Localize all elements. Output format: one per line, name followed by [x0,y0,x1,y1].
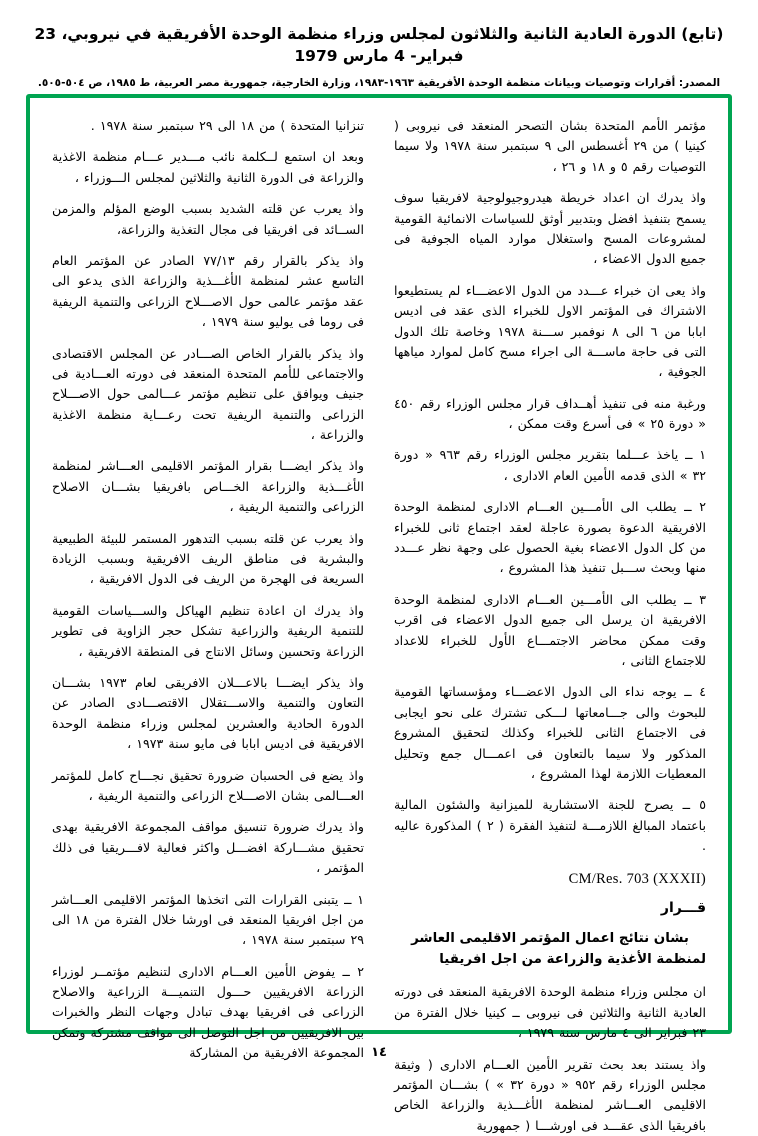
paragraph: واذ يعرب عن قلته الشديد بسبب الوضع المؤلم والمزمن الســائد فى افريقيا فى مجال التغذية والزراعة، [52,201,364,237]
column-right [394,116,707,1133]
resolution-title: بشان نتائج اعمال المؤتمر الاقليمى العاشر لمنظمة الأغذية والزراعة من اجل افريقيا [411,930,706,967]
paragraph: واذ يذكر ايضـــا بالاعـــلان الافريقى لعام ١٩٧٣ بشـــان التعاون والتنمية والاســـتقلال الاقتصـــادى الصادر عن الدورة الحادية والعشرين لمجلس وزراء منظمة الوحدة الافريقية فى اديس ابابا فى مايو سنة ١٩٧٣ ، [52,674,364,752]
paragraph: ٤ ــ يوجه نداء الى الدول الاعضـــاء ومؤسساتها القومية للبحوث والى جـــامعاتها لـــكى تشترك على نحو ايجابى فى الاجتماع الثانى للخبراء وكذلك لتحقيق المشروع المذكور ولا سيما بالتعاون فى اعمـــال جمع وتحليل المعطيات اللازمة لهذا المشروع ، [394,684,706,781]
paragraph: واذ يذكر ايضـــا بقرار المؤتمر الاقليمى العـــاشر لمنظمة الأغـــذية والزراعة الخـــاص بافريقيا بشـــان الاصلاح الزراعى والتنمية الريفية ، [52,458,364,515]
paragraph: ان مجلس وزراء منظمة الوحدة الافريقية المنعقد فى دورته العادية الثانية والثلاثين فى نيروبى ــ كينيا خلال الفترة من ٢٣ فبراير الى ٤ مارس سنة ١٩٧٩ ، [394,984,706,1041]
resolution-kind-heading: قـــرار [660,899,706,916]
paragraph: واذ يعرب عن قلته بسبب التدهور المستمر للبيئة الطبيعية والبشرية فى مناطق الريف الافريقية وبسبب الزيادة السريعة فى الهجرة من الريف فى الدول الافريقية ، [52,530,364,587]
page-number: ١٤ [371,1045,387,1060]
page-header [0,24,758,91]
paragraph: واذ يستند بعد بحث تقرير الأمين العـــام الادارى ( وثيقة مجلس الوزراء رقم ٩٥٢ « دورة ٣٢ » ) بشـــان المؤتمر الاقليمى العـــاشر لمنظمة الأغـــذية والزراعة الخاص بافريقيا الذى عقـــد فى اورشـــا ( جمهورية [394,1056,706,1133]
paragraph: واذ يذكر بالقرار الخاص الصـــادر عن المجلس الاقتصادى والاجتماعى للأمم المتحدة المنعقد فى دورته العـــادية فى جنيف ويوافق على تنظيم مؤتمر عـــالمى حول الاصـــلاح الزراعى والتنمية الريفية تحت رعـــاية منظمة الاغذية والزراعة ، [52,345,364,443]
paragraph: واذ يدرك ان اعداد خريطة هيدروجيولوجية لافريقيا سوف يسمح بتنفيذ افضل وبتدبير أوثق للسياسات الانمائية القومية لمشروعات المسح واستغلال موارد المياه الجوفية فى جميع الدول الاعضاء ، [394,190,706,267]
paragraph: تنزانيا المتحدة ) من ١٨ الى ٢٩ سبتمبر سنة ١٩٧٨ . [90,118,364,133]
paragraph: ١ ــ يتبنى القرارات التى اتخذها المؤتمر الاقليمى العـــاشر من اجل افريقيا المنعقد فى اورشا خلال الفترة من ١٨ الى ٢٩ سبتمبر سنة ١٩٧٨ ، [52,891,364,948]
header-source: المصدر: أقرارات وتوصيات وبيانات منظمة الوحدة الأفريقية ١٩٦٣-١٩٨٣، وزارة الخارجية، جمهورية مصر العربية، ط ١٩٨٥، ص ٥٠٤-٥٠٥. [37,77,721,90]
paragraph: وبعد ان استمع لــكلمة نائب مـــدير عـــام منظمة الاغذية والزراعة فى الدورة الثانية والثلاثين لمجلس الـــوزراء ، [52,149,364,185]
header-title: (تابع) الدورة العادية الثانية والثلاثون لمجلس وزراء منظمة الوحدة الأفريقية في نيروبي، 23 فبراير- 4 مارس 1979 [34,25,724,65]
column-left [52,116,364,1061]
paragraph: واذ يعى ان خبراء عـــدد من الدول الاعضـــاء لم يستطيعوا الاشتراك فى المؤتمر الاول للخبراء الذى عقد فى اديس ابابا من ٦ الى ٨ نوفمبر ســـنة ١٩٧٨ وخاصة تلك الدول التى فى حاجة ماســـة الى اجراء مسح كامل لموارد مياهها الجوفية ، [394,282,706,380]
paragraph: ٣ ــ يطلب الى الأمـــين العـــام الادارى لمنظمة الوحدة الافريقية ان يرسل الى جميع الدول الاعضاء فى اقرب وقت ممكن محاضر الاجتمـــاع الأول للخبراء للاعداد للاجتماع الثانى ، [394,591,706,668]
paragraph: ٥ ــ يصرح للجنة الاستشارية للميزانية والشئون المالية باعتماد المبالغ اللازمـــة لتنفيذ الفقرة ( ٢ ) المذكورة عاليه . [394,797,707,854]
paragraph: واذ يدرك ضرورة تنسيق مواقف المجموعة الافريقية بهدى تحقيق مشـــاركة افضـــل واكثر فعالية لافـــريقيا فى ذلك المؤتمر ، [52,819,364,876]
paragraph: واذ يدرك ان اعادة تنظيم الهياكل والســـياسات القومية للتنمية الريفية والزراعية تشكل حجر الزاوية فى تطوير الزراعة وتحسين وسائل الانتاج فى المنطقة الافريقية ، [52,602,364,659]
paragraph: ورغبة منه فى تنفيذ أهــداف قرار مجلس الوزراء رقم ٤٥٠ « دورة ٢٥ » فى أسرع وقت ممكن ، [394,395,706,432]
paragraph: واذ يضع فى الحسبان ضرورة تحقيق نجـــاح كامل للمؤتمر العـــالمى بشان الاصـــلاح الزراعى والتنمية الريفية ، [52,767,364,803]
paragraph: ١ ــ ياخذ عـــلما بتقرير مجلس الوزراء رقم ٩٦٣ « دورة ٣٢ » الذى قدمه الأمين العام الادارى ، [394,447,706,483]
paragraph: واذ يذكر بالقرار رقم ٧٧/١٣ الصادر عن المؤتمر العام التاسع عشر لمنظمة الأغـــذية والزراعة الذى يدعو الى عقد مؤتمر عالمى حول الاصـــلاح الزراعى والتنمية الريفية فى روما فى يوليو سنة ١٩٧٩ ، [52,252,364,330]
paragraph: ٢ ــ يفوض الأمين العـــام الادارى لتنظيم مؤتمــر لوزراء الزراعة الافريقيين حـــول التنميـــة الزراعية والاصلاح الزراعى فى افريقيا بهدف تبادل وجهات النظر والخبرات بين الافريقيين من اجل التوصل الى مواقف مشتركة وتمكن المجموعة الافريقية من المشاركة [52,963,364,1061]
resolution-id: CM/Res. 703 (XXXII) [568,870,706,887]
paragraph: مؤتمر الأمم المتحدة بشان التصحر المنعقد فى نيروبى ( كينيا ) من ٢٩ أغسطس الى ٩ سبتمبر سنة ١٩٧٨ ولا سيما التوصيات رقم ٥ و ١٨ و ٢٦ ، [394,118,706,174]
paragraph: ٢ ــ يطلب الى الأمـــين العـــام الادارى لمنظمة الوحدة الافريقية الدعوة بصورة عاجلة لعقد اجتماع ثانى للخبراء من كل الدول الاعضاء بغية الحصول على وجهة نظر عـــدد منها وبحث ســـبل تنفيذ هذا المشروع ، [394,499,706,576]
